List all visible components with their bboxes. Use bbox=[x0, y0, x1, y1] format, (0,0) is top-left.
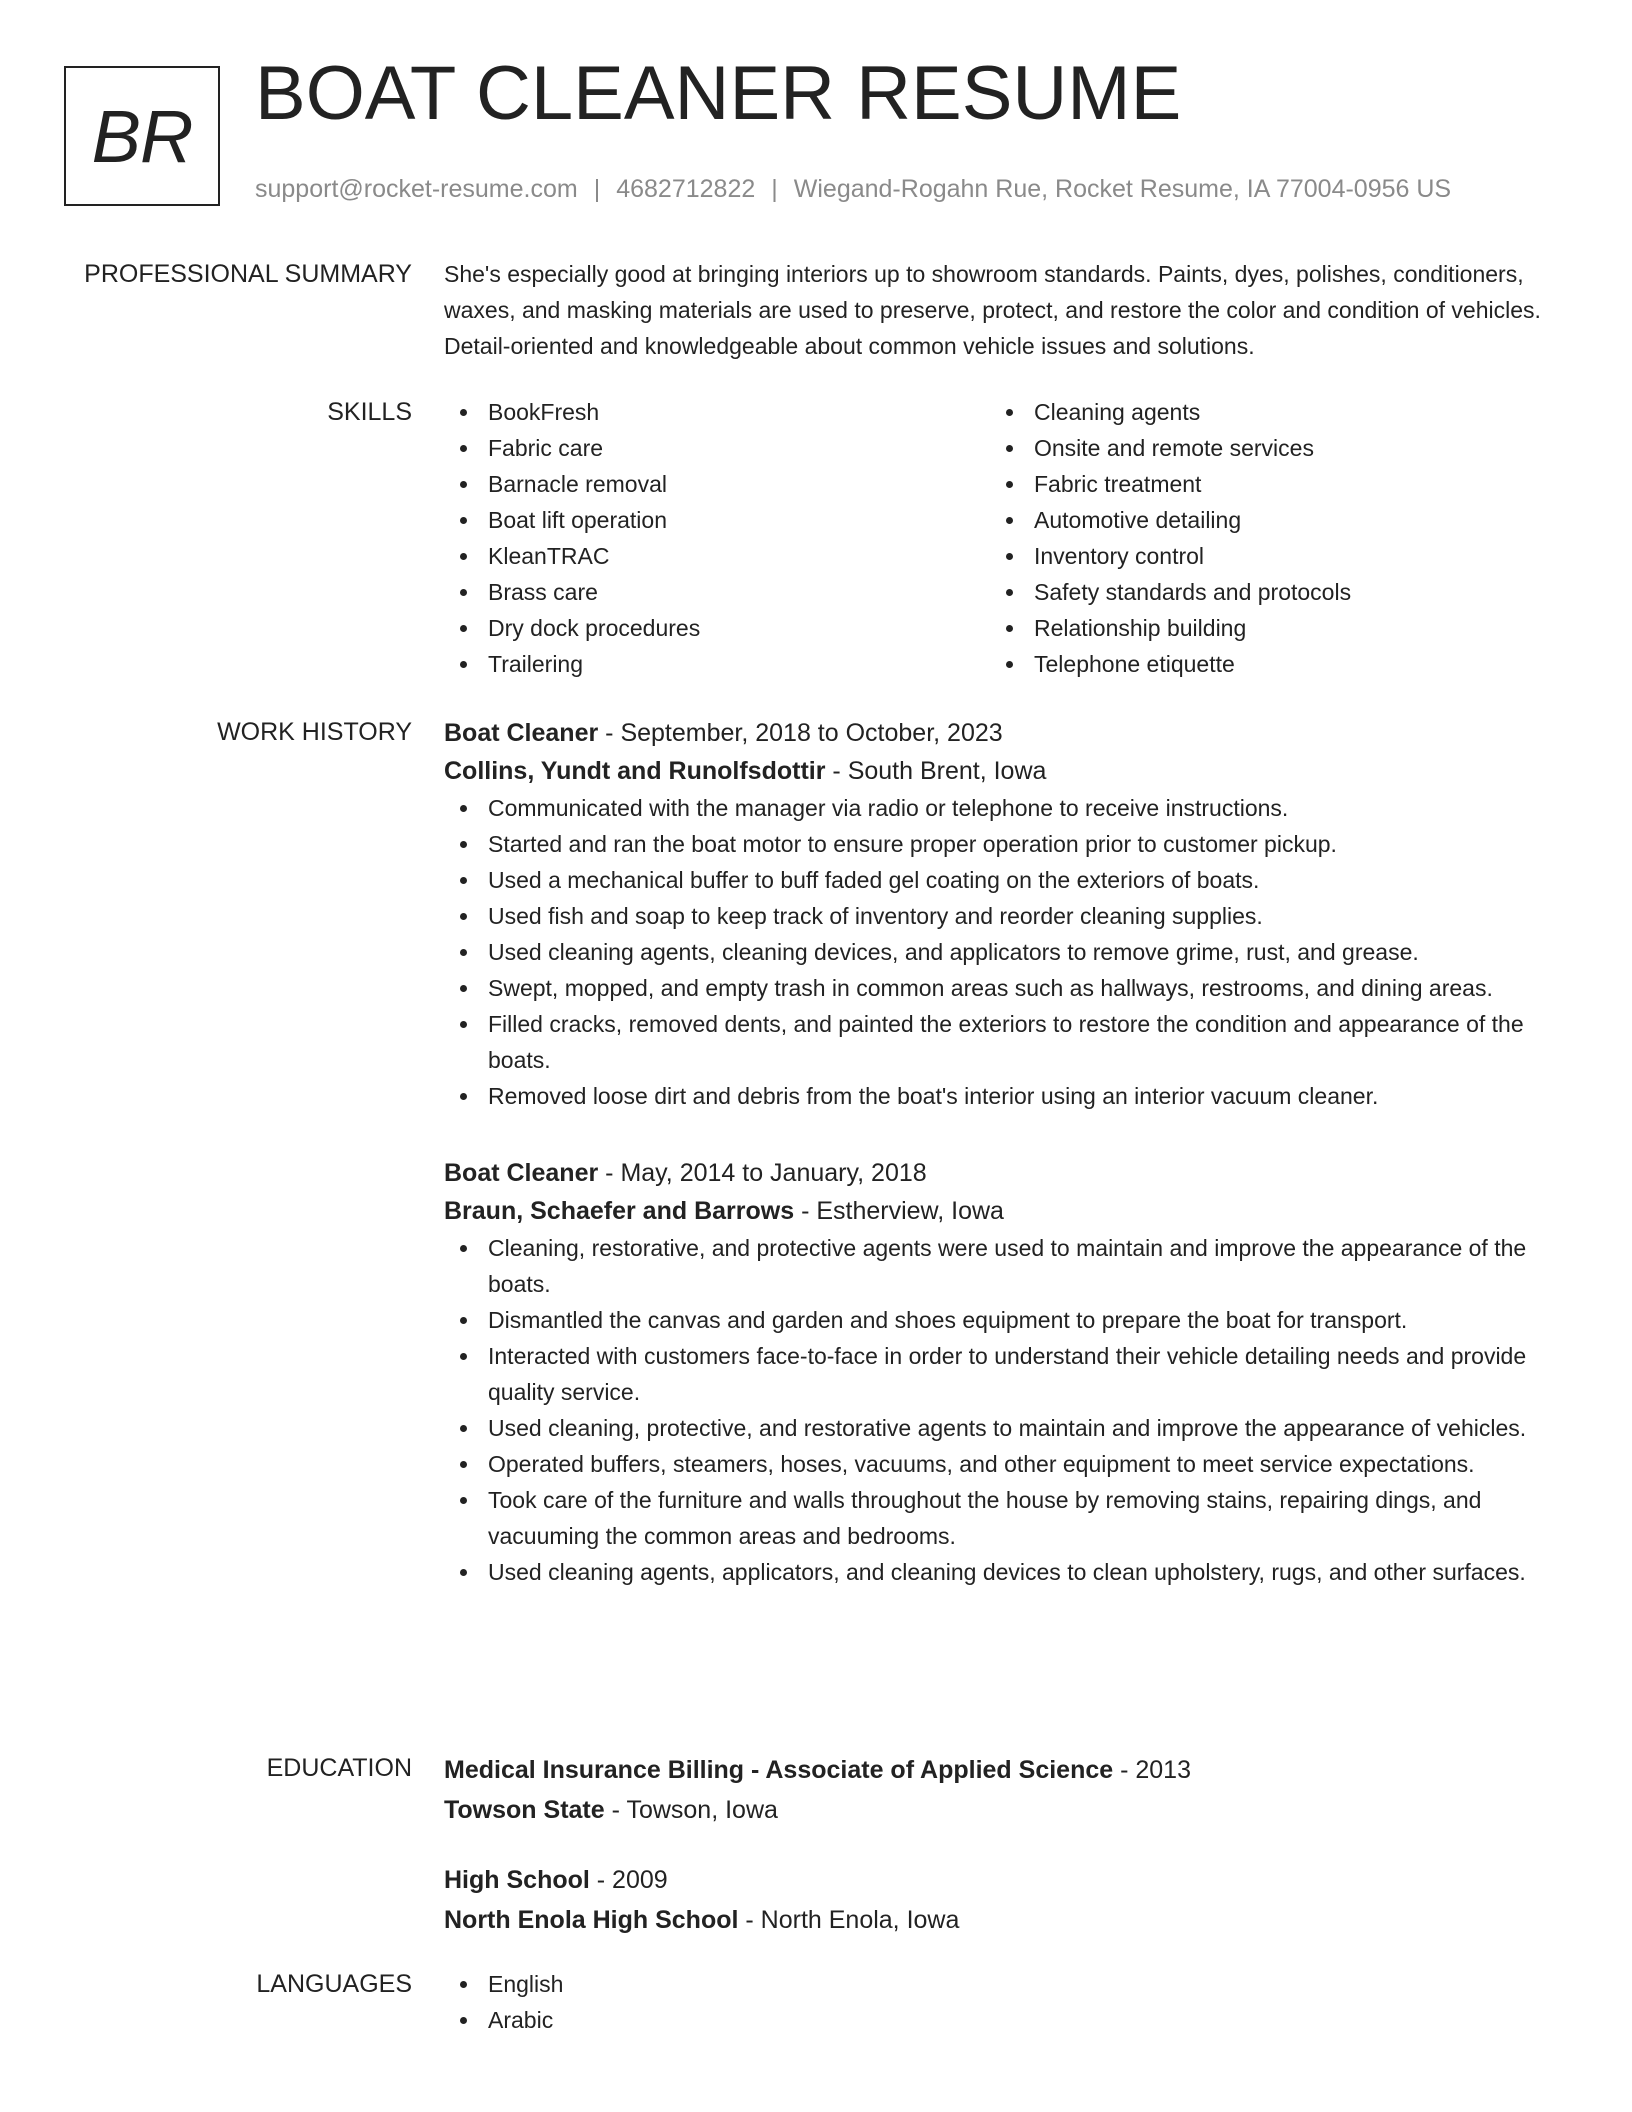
job-title: Boat Cleaner bbox=[444, 1159, 599, 1187]
job-bullets bbox=[444, 1230, 1560, 1590]
job-bullet: Interacted with customers face-to-face in order to understand their vehicle detailing needs and provide quality service. bbox=[444, 1338, 1560, 1410]
education-degree-line: High School - 2009 bbox=[444, 1866, 668, 1894]
job-company-line: Collins, Yundt and Runolfsdottir - South Brent, Iowa bbox=[444, 757, 1047, 785]
job-bullet: Operated buffers, steamers, hoses, vacuums, and other equipment to meet service expectations. bbox=[444, 1446, 1560, 1482]
job-bullet: Cleaning, restorative, and protective agents were used to maintain and improve the appearance of the boats. bbox=[444, 1230, 1560, 1302]
summary-body bbox=[444, 256, 1560, 364]
job-company: Collins, Yundt and Runolfsdottir bbox=[444, 757, 826, 785]
job-bullet: Dismantled the canvas and garden and shoes equipment to prepare the boat for transport. bbox=[444, 1302, 1560, 1338]
job-location: Estherview, Iowa bbox=[816, 1197, 1004, 1225]
skills-left-column bbox=[444, 394, 990, 682]
job-bullet: Used fish and soap to keep track of inventory and reorder cleaning supplies. bbox=[444, 898, 1560, 934]
contact-phone[interactable]: 4682712822 bbox=[616, 175, 756, 203]
job-dates: September, 2018 to October, 2023 bbox=[620, 719, 1003, 747]
skill-item: Relationship building bbox=[990, 610, 1536, 646]
skill-item: Automotive detailing bbox=[990, 502, 1536, 538]
skill-item: Boat lift operation bbox=[444, 502, 990, 538]
education-degree: Medical Insurance Billing - Associate of Applied Science bbox=[444, 1756, 1114, 1784]
skill-item: Cleaning agents bbox=[990, 394, 1536, 430]
skills-body bbox=[444, 394, 1560, 682]
skill-item: Safety standards and protocols bbox=[990, 574, 1536, 610]
contact-address: Wiegand-Rogahn Rue, Rocket Resume, IA 77004-0956 US bbox=[793, 175, 1452, 203]
contact-email[interactable]: support@rocket-resume.com bbox=[255, 175, 578, 203]
education-school: North Enola High School bbox=[444, 1906, 739, 1934]
skill-item: Brass care bbox=[444, 574, 990, 610]
skill-item: BookFresh bbox=[444, 394, 990, 430]
job-title-line: Boat Cleaner - September, 2018 to October, 2023 bbox=[444, 719, 1003, 747]
education-school-line: Towson State - Towson, Iowa bbox=[444, 1796, 778, 1824]
skill-item: Telephone etiquette bbox=[990, 646, 1536, 682]
job-bullet: Swept, mopped, and empty trash in common areas such as hallways, restrooms, and dining areas. bbox=[444, 970, 1560, 1006]
summary-heading: PROFESSIONAL SUMMARY bbox=[84, 260, 412, 288]
education-body bbox=[444, 1750, 1560, 1940]
job-bullet: Filled cracks, removed dents, and painted the exteriors to restore the condition and appearance of the boats. bbox=[444, 1006, 1560, 1078]
work-body bbox=[444, 714, 1560, 1590]
languages-list bbox=[444, 1966, 1560, 2038]
job-title-line: Boat Cleaner - May, 2014 to January, 2018 bbox=[444, 1159, 927, 1187]
job-location: South Brent, Iowa bbox=[847, 757, 1047, 785]
monogram-initials: BR bbox=[91, 94, 193, 178]
job-bullet: Used a mechanical buffer to buff faded gel coating on the exteriors of boats. bbox=[444, 862, 1560, 898]
education-year: 2013 bbox=[1135, 1756, 1191, 1784]
contact-separator: | bbox=[771, 175, 778, 203]
job-bullet: Communicated with the manager via radio or telephone to receive instructions. bbox=[444, 790, 1560, 826]
skill-item: KleanTRAC bbox=[444, 538, 990, 574]
job-company-line: Braun, Schaefer and Barrows - Estherview, Iowa bbox=[444, 1197, 1004, 1225]
skill-item: Barnacle removal bbox=[444, 466, 990, 502]
education-heading: EDUCATION bbox=[266, 1754, 412, 1782]
job-bullet: Removed loose dirt and debris from the boat's interior using an interior vacuum cleaner. bbox=[444, 1078, 1560, 1114]
job-dates: May, 2014 to January, 2018 bbox=[620, 1159, 927, 1187]
skills-right-column bbox=[990, 394, 1536, 682]
job-bullet: Used cleaning agents, cleaning devices, and applicators to remove grime, rust, and grease. bbox=[444, 934, 1560, 970]
contact-line bbox=[255, 174, 1451, 204]
education-degree: High School bbox=[444, 1866, 590, 1894]
languages-body bbox=[444, 1966, 1560, 2038]
job-bullets bbox=[444, 790, 1560, 1114]
job-bullet: Started and ran the boat motor to ensure proper operation prior to customer pickup. bbox=[444, 826, 1560, 862]
skill-item: Onsite and remote services bbox=[990, 430, 1536, 466]
job-bullet: Used cleaning, protective, and restorative agents to maintain and improve the appearance of vehicles. bbox=[444, 1410, 1560, 1446]
job-bullet: Used cleaning agents, applicators, and cleaning devices to clean upholstery, rugs, and other surfaces. bbox=[444, 1554, 1560, 1590]
work-heading: WORK HISTORY bbox=[217, 718, 412, 746]
job-company: Braun, Schaefer and Barrows bbox=[444, 1197, 795, 1225]
languages-heading: LANGUAGES bbox=[256, 1970, 412, 1998]
education-school: Towson State bbox=[444, 1796, 605, 1824]
job-entry bbox=[444, 1154, 1560, 1590]
education-entry bbox=[444, 1860, 1560, 1940]
language-item: English bbox=[444, 1966, 1560, 2002]
education-year: 2009 bbox=[612, 1866, 668, 1894]
summary-text: She's especially good at bringing interiors up to showroom standards. Paints, dyes, polishes, conditioners, waxes, and masking materials are used to preserve, protect, and restore the color and condition of vehicles. Detail-oriented and knowledgeable about common vehicle issues and solutions. bbox=[444, 261, 1541, 359]
education-school-line: North Enola High School - North Enola, Iowa bbox=[444, 1906, 960, 1934]
contact-separator: | bbox=[593, 175, 601, 203]
skill-item: Inventory control bbox=[990, 538, 1536, 574]
education-entry bbox=[444, 1750, 1560, 1830]
job-bullet: Took care of the furniture and walls throughout the house by removing stains, repairing dings, and vacuuming the common areas and bedrooms. bbox=[444, 1482, 1560, 1554]
skills-grid bbox=[444, 394, 1560, 682]
education-degree-line: Medical Insurance Billing - Associate of Applied Science - 2013 bbox=[444, 1756, 1191, 1784]
job-entry bbox=[444, 714, 1560, 1114]
job-title: Boat Cleaner bbox=[444, 719, 599, 747]
skills-heading: SKILLS bbox=[327, 398, 412, 426]
monogram-box bbox=[64, 66, 220, 206]
skill-item: Fabric treatment bbox=[990, 466, 1536, 502]
skill-item: Fabric care bbox=[444, 430, 990, 466]
education-location: North Enola, Iowa bbox=[760, 1906, 960, 1934]
resume-title: BOAT CLEANER RESUME bbox=[255, 51, 1182, 136]
education-location: Towson, Iowa bbox=[626, 1796, 778, 1824]
skill-item: Dry dock procedures bbox=[444, 610, 990, 646]
skill-item: Trailering bbox=[444, 646, 990, 682]
language-item: Arabic bbox=[444, 2002, 1560, 2038]
